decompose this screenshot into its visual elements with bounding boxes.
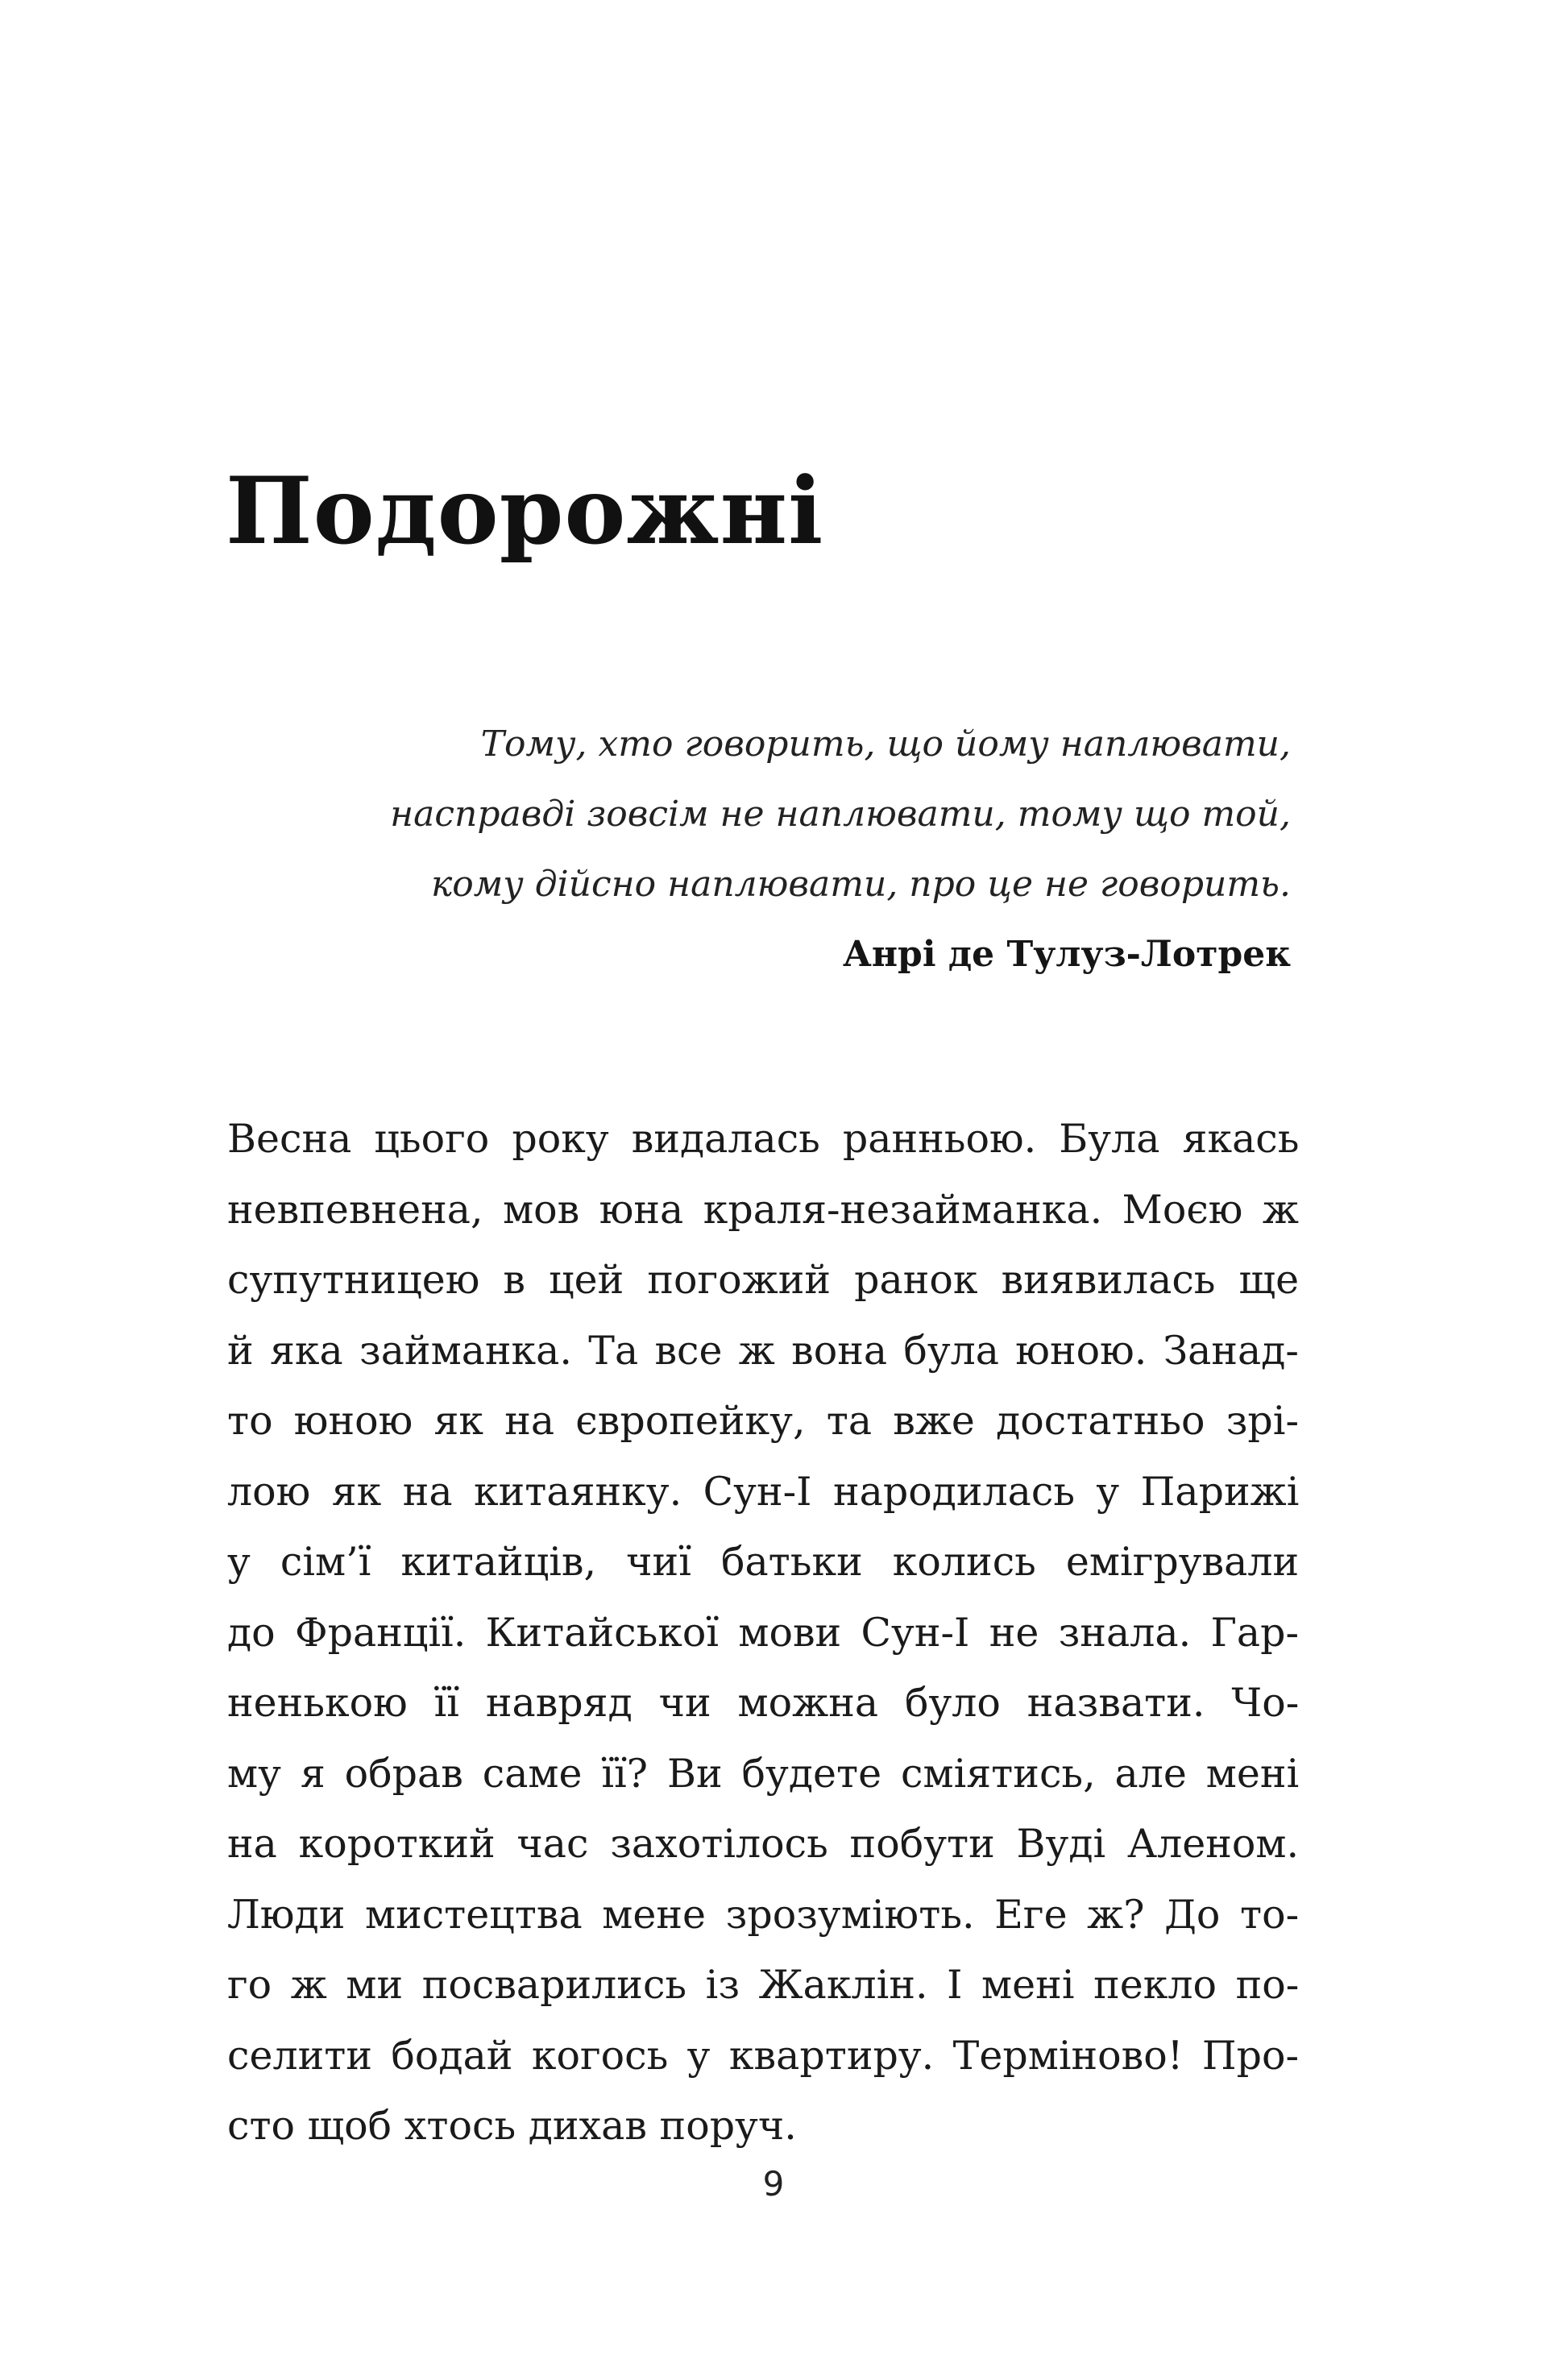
body-line: му я обрав саме її? Ви будете сміятись, але мені: [227, 1750, 1300, 1797]
epigraph-author: Анрі де Тулуз-Лотрек: [843, 934, 1291, 975]
epigraph-line: кому дійсно наплювати, про це не говорить.: [430, 864, 1291, 905]
page-number: 9: [762, 2164, 785, 2204]
chapter-title: Подорожні: [226, 457, 824, 565]
body-line: до Франції. Китайської мови Сун-І не знала. Гар-: [227, 1609, 1300, 1656]
body-line: й яка займанка. Та все ж вона була юною. Занад-: [227, 1327, 1299, 1374]
body-line: Весна цього року видалась ранньою. Була якась: [227, 1116, 1300, 1162]
body-line: то юною як на європейку, та вже достатньо зрі-: [227, 1398, 1300, 1444]
epigraph: [324, 709, 1291, 989]
body-line: Люди мистецтва мене зрозуміють. Еге ж? До то-: [227, 1891, 1300, 1938]
body-line: на короткий час захотілось побути Вуді Аленом.: [227, 1821, 1300, 1867]
body-line: селити бодай когось у квартиру. Терміново! Про-: [227, 2032, 1299, 2079]
epigraph-line: насправді зовсім не наплювати, тому що той,: [390, 794, 1291, 835]
epigraph-line: Тому, хто говорить, що йому наплювати,: [480, 724, 1291, 765]
body-line: сто щоб хтось дихав поруч.: [227, 2103, 797, 2149]
body-line: ненькою її навряд чи можна було назвати. Чо-: [227, 1680, 1300, 1726]
body-line: невпевнена, мов юна краля-незайманка. Моєю ж: [227, 1186, 1299, 1233]
body-line: го ж ми посварились із Жаклін. І мені пекло по-: [227, 1962, 1300, 2008]
body-line: у сім’ї китайців, чиї батьки колись емігрували: [227, 1539, 1300, 1585]
body-line: лою як на китаянку. Сун-І народилась у Парижі: [227, 1468, 1300, 1515]
body-paragraph: [227, 1104, 1299, 2162]
body-line: супутницею в цей погожий ранок виявилась ще: [227, 1257, 1300, 1303]
